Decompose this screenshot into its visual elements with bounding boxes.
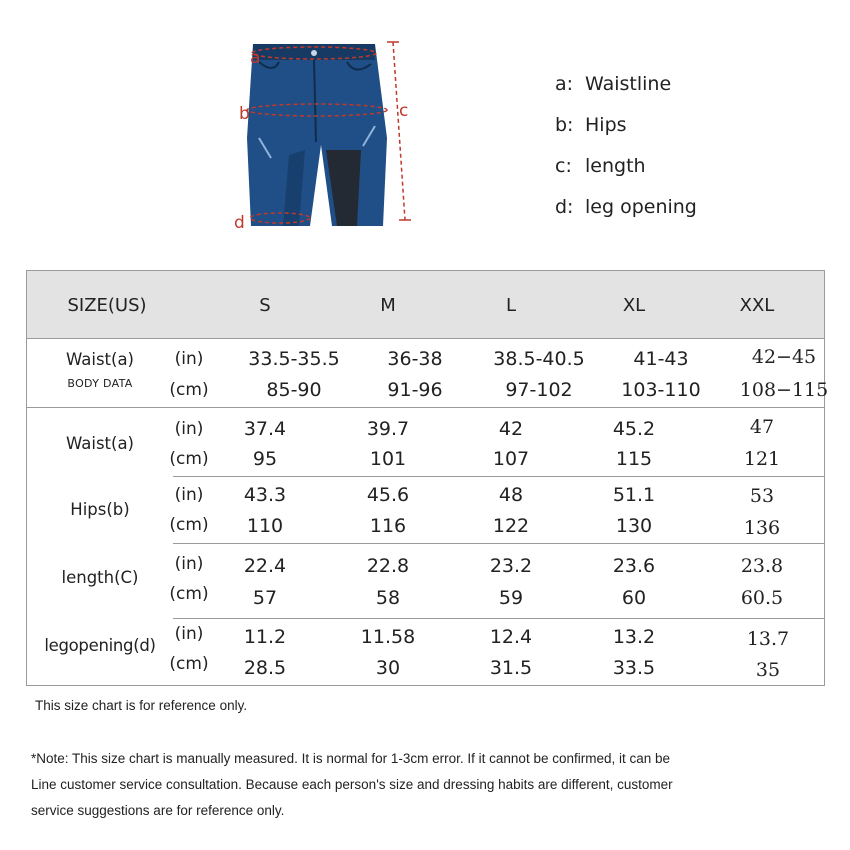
header-size-s: S: [259, 295, 271, 316]
marker-b: b: [239, 104, 250, 124]
legend-key: c:: [555, 155, 572, 177]
leg-cm-l: 31.5: [489, 657, 533, 679]
row-label-waist: Waist(a): [65, 434, 134, 453]
waist-cm-xl: 115: [615, 448, 653, 470]
length-cm-m: 58: [375, 587, 401, 609]
disclaimer-note: [31, 748, 831, 826]
leg-in-l: 12.4: [489, 626, 533, 648]
disclaimer-line: Line customer service consultation. Because each person's size and dressing habits are different, customer: [31, 777, 673, 792]
unit-in: (in): [174, 485, 204, 505]
unit-cm: (cm): [169, 449, 209, 469]
length-in-xl: 23.6: [612, 555, 656, 577]
waist-in-xxl: 47: [749, 416, 775, 438]
legend-text: Hips: [585, 114, 627, 136]
legend-item-hips: [555, 109, 697, 150]
unit-in: (in): [174, 419, 204, 439]
leg-in-s: 11.2: [243, 626, 287, 648]
legend-key: b:: [555, 114, 574, 136]
leg-in-xl: 13.2: [612, 626, 656, 648]
body-waist-in-m: 36-38: [387, 348, 443, 370]
unit-cm: (cm): [169, 380, 209, 400]
body-waist-in-xxl: 42−45: [751, 346, 817, 368]
row-label-length: length(C): [61, 568, 139, 587]
hips-cm-xl: 130: [615, 515, 653, 537]
body-waist-in-xl: 41-43: [633, 348, 689, 370]
waist-in-s: 37.4: [243, 418, 287, 440]
leg-cm-xxl: 35: [755, 659, 781, 681]
divider: [173, 543, 824, 544]
legend-text: Waistline: [585, 73, 672, 95]
shorts-body: [247, 44, 387, 226]
header-size-xxl: XXL: [739, 295, 775, 316]
length-cm-xxl: 60.5: [740, 587, 784, 609]
disclaimer-line: *Note: This size chart is manually measured. It is normal for 1-3cm error. If it cannot be confirmed, it can be: [31, 751, 671, 766]
waist-in-m: 39.7: [366, 418, 410, 440]
length-in-m: 22.8: [366, 555, 410, 577]
divider: [173, 618, 824, 619]
unit-cm: (cm): [169, 654, 209, 674]
measurement-legend: [555, 68, 697, 232]
waist-in-xl: 45.2: [612, 418, 656, 440]
unit-in: (in): [174, 349, 204, 369]
length-in-l: 23.2: [489, 555, 533, 577]
unit-in: (in): [174, 554, 204, 574]
row-sublabel-body-data: BODY DATA: [67, 377, 133, 390]
divider: [27, 407, 824, 408]
length-cm-xl: 60: [621, 587, 647, 609]
waist-cm-xxl: 121: [743, 448, 781, 470]
row-label-body-waist: Waist(a): [65, 350, 134, 369]
legend-key: a:: [555, 73, 574, 95]
shorts-illustration: [225, 30, 425, 245]
legend-item-length: [555, 150, 697, 191]
body-waist-in-l: 38.5-40.5: [493, 348, 585, 370]
legend-key: d:: [555, 196, 574, 218]
length-cm-l: 59: [498, 587, 524, 609]
unit-cm: (cm): [169, 515, 209, 535]
unit-in: (in): [174, 624, 204, 644]
body-waist-cm-l: 97-102: [505, 379, 573, 401]
disclaimer-line: service suggestions are for reference only.: [31, 803, 285, 818]
waist-cm-s: 95: [252, 448, 278, 470]
shorts-figure: [225, 30, 425, 245]
reference-note: This size chart is for reference only.: [35, 698, 248, 713]
hips-cm-s: 110: [246, 515, 284, 537]
length-in-xxl: 23.8: [740, 555, 784, 577]
legend-item-waistline: [555, 68, 697, 109]
header-size-label: SIZE(US): [67, 295, 147, 316]
body-waist-in-s: 33.5-35.5: [248, 348, 340, 370]
legend-text: length: [585, 155, 646, 177]
hips-in-l: 48: [498, 484, 524, 506]
legend-item-leg-opening: [555, 191, 697, 232]
leg-cm-xl: 33.5: [612, 657, 656, 679]
length-cm-s: 57: [252, 587, 278, 609]
leg-cm-m: 30: [375, 657, 401, 679]
table-header: [27, 271, 824, 339]
waist-cm-l: 107: [492, 448, 530, 470]
unit-cm: (cm): [169, 584, 209, 604]
header-size-l: L: [505, 295, 517, 316]
leg-in-xxl: 13.7: [746, 628, 790, 650]
hips-cm-l: 122: [492, 515, 530, 537]
button: [311, 50, 317, 56]
body-waist-cm-xxl: 108−115: [739, 379, 829, 401]
legend-text: leg opening: [585, 196, 697, 218]
length-measure-line: [393, 42, 405, 220]
leg-in-m: 11.58: [360, 626, 416, 648]
marker-d: d: [234, 213, 245, 233]
row-label-leg-opening: legopening(d): [44, 636, 156, 655]
body-waist-cm-s: 85-90: [266, 379, 322, 401]
divider: [173, 476, 824, 477]
hips-in-xl: 51.1: [612, 484, 656, 506]
marker-a: a: [250, 48, 261, 68]
waist-cm-m: 101: [369, 448, 407, 470]
length-in-s: 22.4: [243, 555, 287, 577]
body-waist-cm-m: 91-96: [387, 379, 443, 401]
hips-cm-xxl: 136: [743, 517, 781, 539]
header-size-xl: XL: [622, 295, 646, 316]
row-label-hips: Hips(b): [70, 500, 130, 519]
marker-c: c: [399, 101, 409, 121]
waist-in-l: 42: [498, 418, 524, 440]
hips-in-m: 45.6: [366, 484, 410, 506]
size-chart-table: [26, 270, 829, 686]
body-waist-cm-xl: 103-110: [621, 379, 701, 401]
hips-in-xxl: 53: [749, 485, 775, 507]
leg-cm-s: 28.5: [243, 657, 287, 679]
hips-in-s: 43.3: [243, 484, 287, 506]
header-size-m: M: [380, 295, 396, 316]
hips-cm-m: 116: [369, 515, 407, 537]
